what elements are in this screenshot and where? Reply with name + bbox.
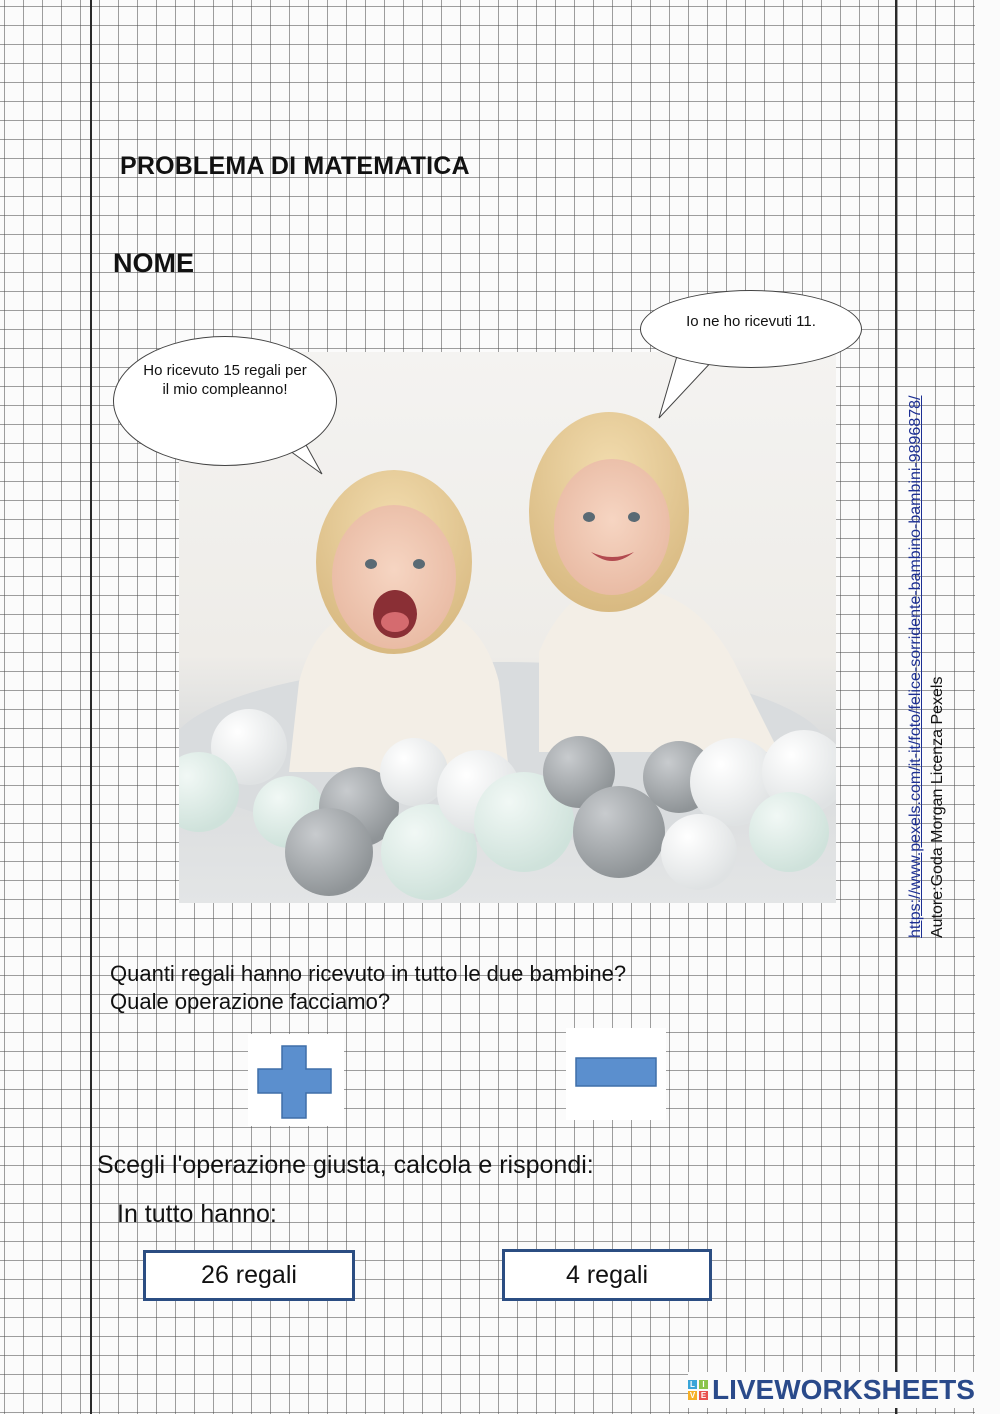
- left-margin-line: [90, 0, 92, 1414]
- plus-option[interactable]: [248, 1034, 344, 1126]
- question-text: [110, 960, 626, 1016]
- photo-credit: [905, 238, 965, 938]
- plus-icon: [248, 1034, 344, 1126]
- answer-prompt: In tutto hanno:: [117, 1200, 277, 1228]
- worksheet-title: PROBLEMA DI MATEMATICA: [120, 152, 470, 180]
- answer-option-1-label: 26 regali: [201, 1261, 297, 1289]
- bubble-left-text: Ho ricevuto 15 regali per il mio compleanno!: [143, 362, 307, 398]
- speech-bubble-left: [113, 336, 337, 466]
- instruction-text: Scegli l'operazione giusta, calcola e rispondi:: [97, 1151, 594, 1179]
- minus-icon: [566, 1028, 666, 1120]
- right-margin-line: [895, 0, 897, 1414]
- answer-option-2-label: 4 regali: [566, 1260, 648, 1289]
- question-line-2: Quale operazione facciamo?: [110, 989, 391, 1014]
- bubble-right-text: Io ne ho ricevuti 11.: [686, 313, 816, 330]
- logo-mark-icon: L I V E: [689, 1380, 707, 1400]
- answer-option-2[interactable]: [502, 1249, 712, 1301]
- minus-option[interactable]: [566, 1028, 666, 1120]
- credit-link[interactable]: https://www.pexels.com/it-it/foto/felice-sorridente-bambino-bambini-9896878/: [907, 395, 924, 938]
- question-line-1: Quanti regali hanno ricevuto in tutto le due bambine?: [110, 961, 627, 986]
- answer-option-1[interactable]: [143, 1250, 355, 1301]
- page-right-edge: [975, 0, 1000, 1414]
- credit-author: Autore:Goda Morgan Licenza Pexels: [929, 676, 946, 938]
- speech-bubble-right: [640, 290, 862, 368]
- name-label: NOME: [113, 248, 194, 278]
- logo-text: LIVEWORKSHEETS: [712, 1374, 975, 1405]
- liveworksheets-logo: [688, 1372, 981, 1408]
